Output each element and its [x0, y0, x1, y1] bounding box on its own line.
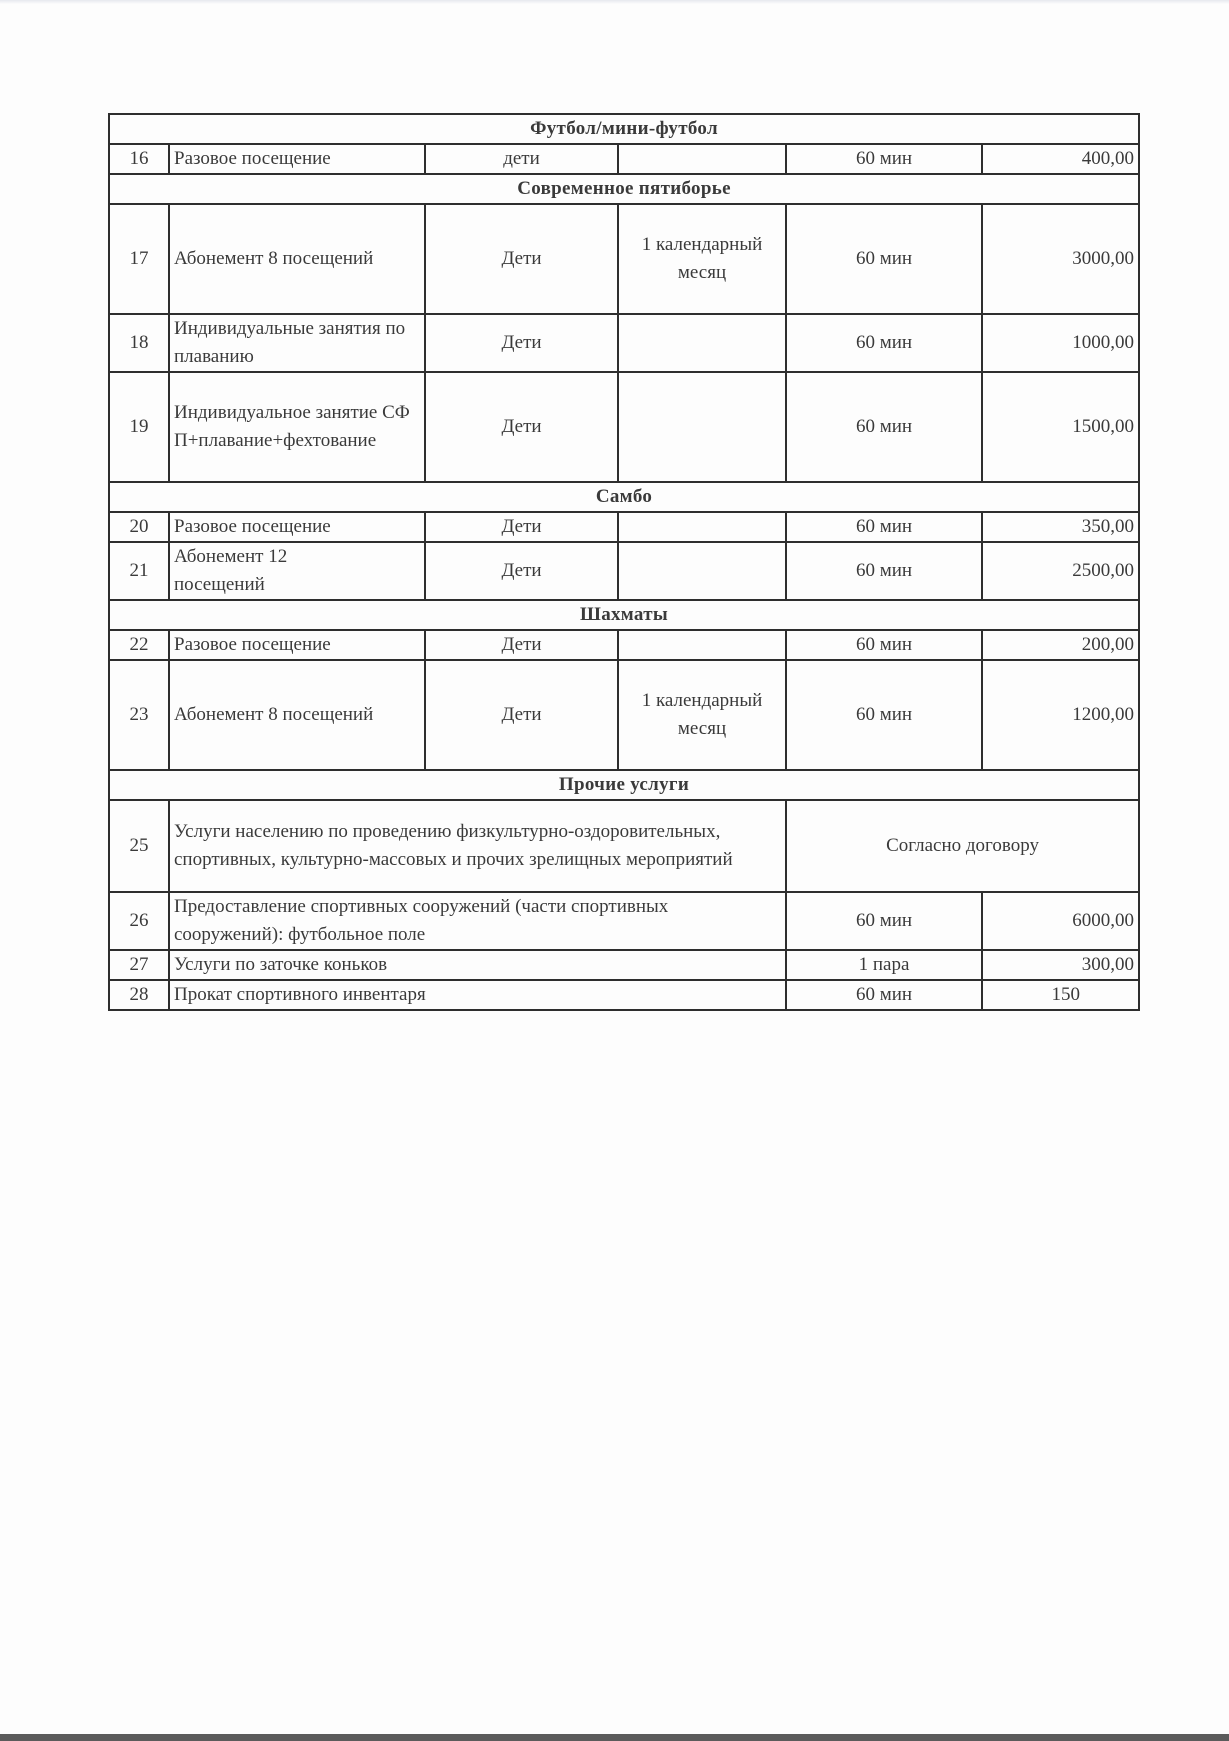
row-number: 22 — [109, 630, 169, 660]
duration: 60 мин — [786, 204, 982, 314]
duration: 60 мин — [786, 980, 982, 1010]
section-row-football — [109, 114, 1139, 144]
period — [618, 542, 786, 600]
service-name: Абонемент 8 посещений — [169, 660, 425, 770]
period — [618, 314, 786, 372]
section-row-other — [109, 770, 1139, 800]
service-name: Индивидуальное занятие СФП+плавание+фехтование — [169, 372, 425, 482]
price: 1200,00 — [982, 660, 1139, 770]
row-number: 20 — [109, 512, 169, 542]
service-name: Индивидуальные занятия по плаванию — [169, 314, 425, 372]
service-name: Предоставление спортивных сооружений (части спортивных сооружений): футбольное поле — [169, 892, 786, 950]
price: 300,00 — [982, 950, 1139, 980]
price: 1000,00 — [982, 314, 1139, 372]
service-name: Разовое посещение — [169, 144, 425, 174]
price: 6000,00 — [982, 892, 1139, 950]
section-title-chess: Шахматы — [109, 600, 1139, 630]
period — [618, 144, 786, 174]
row-number: 28 — [109, 980, 169, 1010]
terms: Согласно договору — [786, 800, 1139, 892]
table-row-18 — [109, 314, 1139, 372]
section-row-chess — [109, 600, 1139, 630]
table-row-25 — [109, 800, 1139, 892]
price-table — [108, 113, 1140, 1011]
service-name: Прокат спортивного инвентаря — [169, 980, 786, 1010]
service-name: Разовое посещение — [169, 630, 425, 660]
category: Дети — [425, 512, 618, 542]
period: 1 календарный месяц — [618, 204, 786, 314]
row-number: 19 — [109, 372, 169, 482]
service-name: Услуги по заточке коньков — [169, 950, 786, 980]
section-title-other: Прочие услуги — [109, 770, 1139, 800]
section-row-sambo — [109, 482, 1139, 512]
period: 1 календарный месяц — [618, 660, 786, 770]
service-name: Разовое посещение — [169, 512, 425, 542]
duration: 1 пара — [786, 950, 982, 980]
duration: 60 мин — [786, 512, 982, 542]
category: Дети — [425, 204, 618, 314]
price: 400,00 — [982, 144, 1139, 174]
row-number: 23 — [109, 660, 169, 770]
section-title-sambo: Самбо — [109, 482, 1139, 512]
duration: 60 мин — [786, 372, 982, 482]
table-row-17 — [109, 204, 1139, 314]
row-number: 25 — [109, 800, 169, 892]
service-name: Услуги населению по проведению физкультурно-оздоровительных, спортивных, культурно-массовых и прочих зрелищных мероприятий — [169, 800, 786, 892]
table-row-26 — [109, 892, 1139, 950]
price: 1500,00 — [982, 372, 1139, 482]
table-row-28 — [109, 980, 1139, 1010]
table-row-20 — [109, 512, 1139, 542]
table-row-19 — [109, 372, 1139, 482]
category: Дети — [425, 630, 618, 660]
price: 350,00 — [982, 512, 1139, 542]
section-title-pentathlon: Современное пятиборье — [109, 174, 1139, 204]
period — [618, 630, 786, 660]
table-row-23 — [109, 660, 1139, 770]
section-title-football: Футбол/мини-футбол — [109, 114, 1139, 144]
category: Дети — [425, 660, 618, 770]
price: 200,00 — [982, 630, 1139, 660]
table-row-22 — [109, 630, 1139, 660]
price: 3000,00 — [982, 204, 1139, 314]
category: дети — [425, 144, 618, 174]
period — [618, 372, 786, 482]
period — [618, 512, 786, 542]
category: Дети — [425, 542, 618, 600]
duration: 60 мин — [786, 542, 982, 600]
duration: 60 мин — [786, 144, 982, 174]
row-number: 17 — [109, 204, 169, 314]
duration: 60 мин — [786, 892, 982, 950]
category: Дети — [425, 372, 618, 482]
row-number: 27 — [109, 950, 169, 980]
price: 2500,00 — [982, 542, 1139, 600]
duration: 60 мин — [786, 660, 982, 770]
section-row-pentathlon — [109, 174, 1139, 204]
row-number: 26 — [109, 892, 169, 950]
scan-top-edge — [0, 0, 1229, 4]
service-name: Абонемент 12 посещений — [169, 542, 425, 600]
row-number: 21 — [109, 542, 169, 600]
table-row-16 — [109, 144, 1139, 174]
price: 150 — [982, 980, 1139, 1010]
table-row-21 — [109, 542, 1139, 600]
duration: 60 мин — [786, 630, 982, 660]
service-name: Абонемент 8 посещений — [169, 204, 425, 314]
row-number: 18 — [109, 314, 169, 372]
table-row-27 — [109, 950, 1139, 980]
duration: 60 мин — [786, 314, 982, 372]
category: Дети — [425, 314, 618, 372]
scan-bottom-edge — [0, 1734, 1229, 1741]
row-number: 16 — [109, 144, 169, 174]
